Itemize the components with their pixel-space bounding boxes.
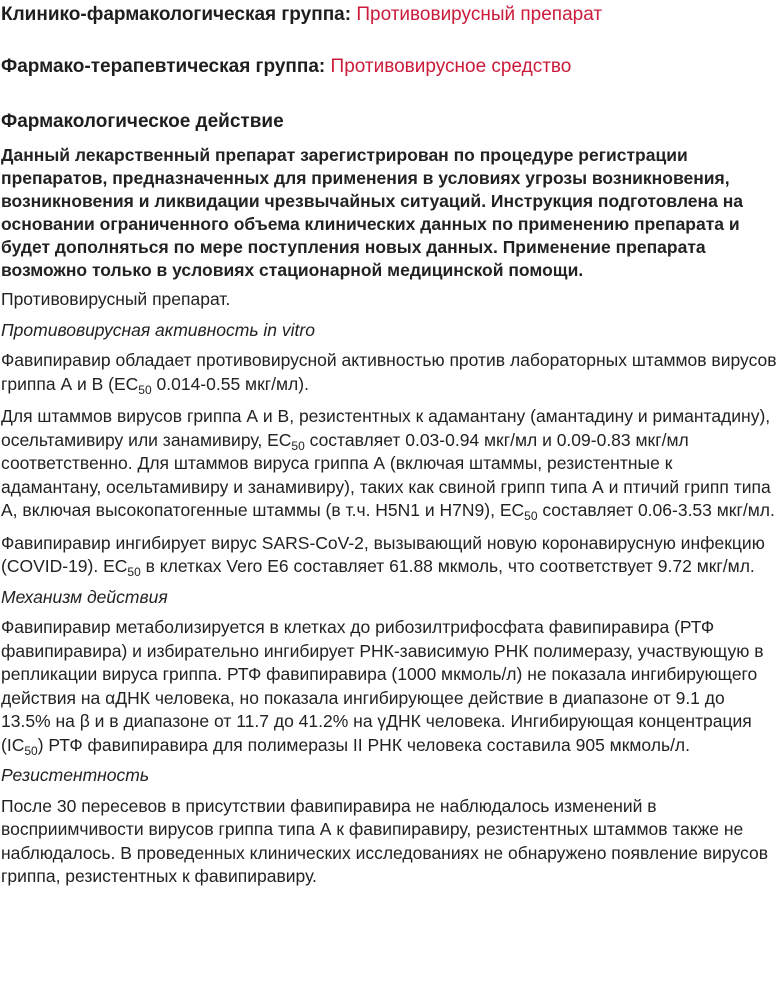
ec50-subscript: 50	[138, 382, 152, 397]
therapeutic-group-label: Фармако-терапевтическая группа:	[1, 56, 326, 77]
clinical-group-label: Клинико-фармакологическая группа:	[1, 4, 352, 25]
resistance-paragraph: После 30 пересевов в присутствии фавипиравира не наблюдалось изменений в восприимчивости вирусов гриппа типа А к фавипиравиру, резистентных штаммов также не наблюдалось. В проведенных клинических исследованиях не обнаружено появление вирусов гриппа, резистентных к фавипиравиру.	[1, 795, 769, 886]
antiviral-heading: Противовирусная активность in vitro	[1, 319, 315, 340]
mechanism-paragraph	[1, 616, 777, 757]
antiviral-p2-text-a: Для штаммов вирусов гриппа А и В, резистентных к адамантану (амантадину и римантадину), осельтамивиру или занамивиру, EC	[1, 406, 771, 450]
ec50-subscript: 50	[524, 509, 538, 523]
mechanism-text-a: Фавипиравир метаболизируется в клетках до рибозилтрифосфата фавипиравира (РТФ фавипиравира) и избирательно ингибирует РНК-зависимую РНК полимеразу, участвующую в репликации вируса гриппа. РТФ фавипиравира (1000 мкмоль/л) не показала ингибирующего действия на αДНК человека, но показала ингибирующее действие в диапазоне от 9.1 до 13.5% на β и в диапазоне от 11.7 до 41.2% на γДНК человека. Ингибирующая концентрация (IC	[1, 617, 764, 755]
resistance-heading: Резистентность	[1, 765, 150, 785]
therapeutic-group-link[interactable]: Противовирусное средство	[330, 56, 572, 77]
antiviral-paragraph-1	[1, 349, 777, 396]
antiviral-paragraph-3	[1, 532, 777, 579]
therapeutic-group-line	[1, 54, 777, 80]
registration-notice: Данный лекарственный препарат зарегистрирован по процедуре регистрации препаратов, предназначенных для применения в условиях угрозы возникновения, возникновения и ликвидации чрезвычайных ситуаций. Инструкция подготовлена на основании ограниченного объема клинических данных по применению препарата и будет дополняться по мере поступления новых данных. Применение препарата возможно только в условиях стационарной медицинской помощи.	[1, 145, 743, 280]
antiviral-p2-text-c: составляет 0.06-3.53 мкг/мл.	[537, 500, 775, 520]
antiviral-p1-text-a: Фавипиравир обладает противовирусной активностью против лабораторных штаммов вирусов гриппа А и В (EC	[1, 350, 777, 394]
clinical-group-link[interactable]: Противовирусный препарат	[356, 4, 603, 25]
intro-text: Противовирусный препарат.	[1, 289, 231, 309]
antiviral-p1-text-b: 0.014-0.55 мкг/мл).	[151, 373, 309, 394]
antiviral-p3-text-b: в клетках Vero E6 составляет 61.88 мкмоль, что соответствует 9.72 мкг/мл.	[140, 556, 755, 576]
section-title: Фармакологическое действие	[1, 111, 284, 132]
ec50-subscript: 50	[127, 565, 141, 579]
antiviral-paragraph-2	[1, 405, 777, 523]
mechanism-text-b: ) РТФ фавипиравира для полимеразы II РНК человека составила 905 мкмоль/л.	[37, 734, 691, 755]
antiviral-p2-text-b: составляет 0.03-0.94 мкг/мл и 0.09-0.83 мкг/мл соответственно. Для штаммов вируса гриппа А (включая штаммы, резистентные к адамантану, осельтамивиру и занамивиру), таких как свиной грипп типа А и птичий грипп типа А, включая высокопатогенные штаммы (в т.ч. H5N1 и H7N9), EC	[1, 429, 771, 520]
ec50-subscript: 50	[291, 438, 305, 453]
antiviral-p3-text-a: Фавипиравир ингибирует вирус SARS-CoV-2, вызывающий новую коронавирусную инфекцию (COVID-19). EC	[1, 532, 765, 576]
ic50-subscript: 50	[24, 743, 38, 758]
clinical-group-line	[1, 0, 777, 28]
mechanism-heading: Механизм действия	[1, 586, 168, 607]
